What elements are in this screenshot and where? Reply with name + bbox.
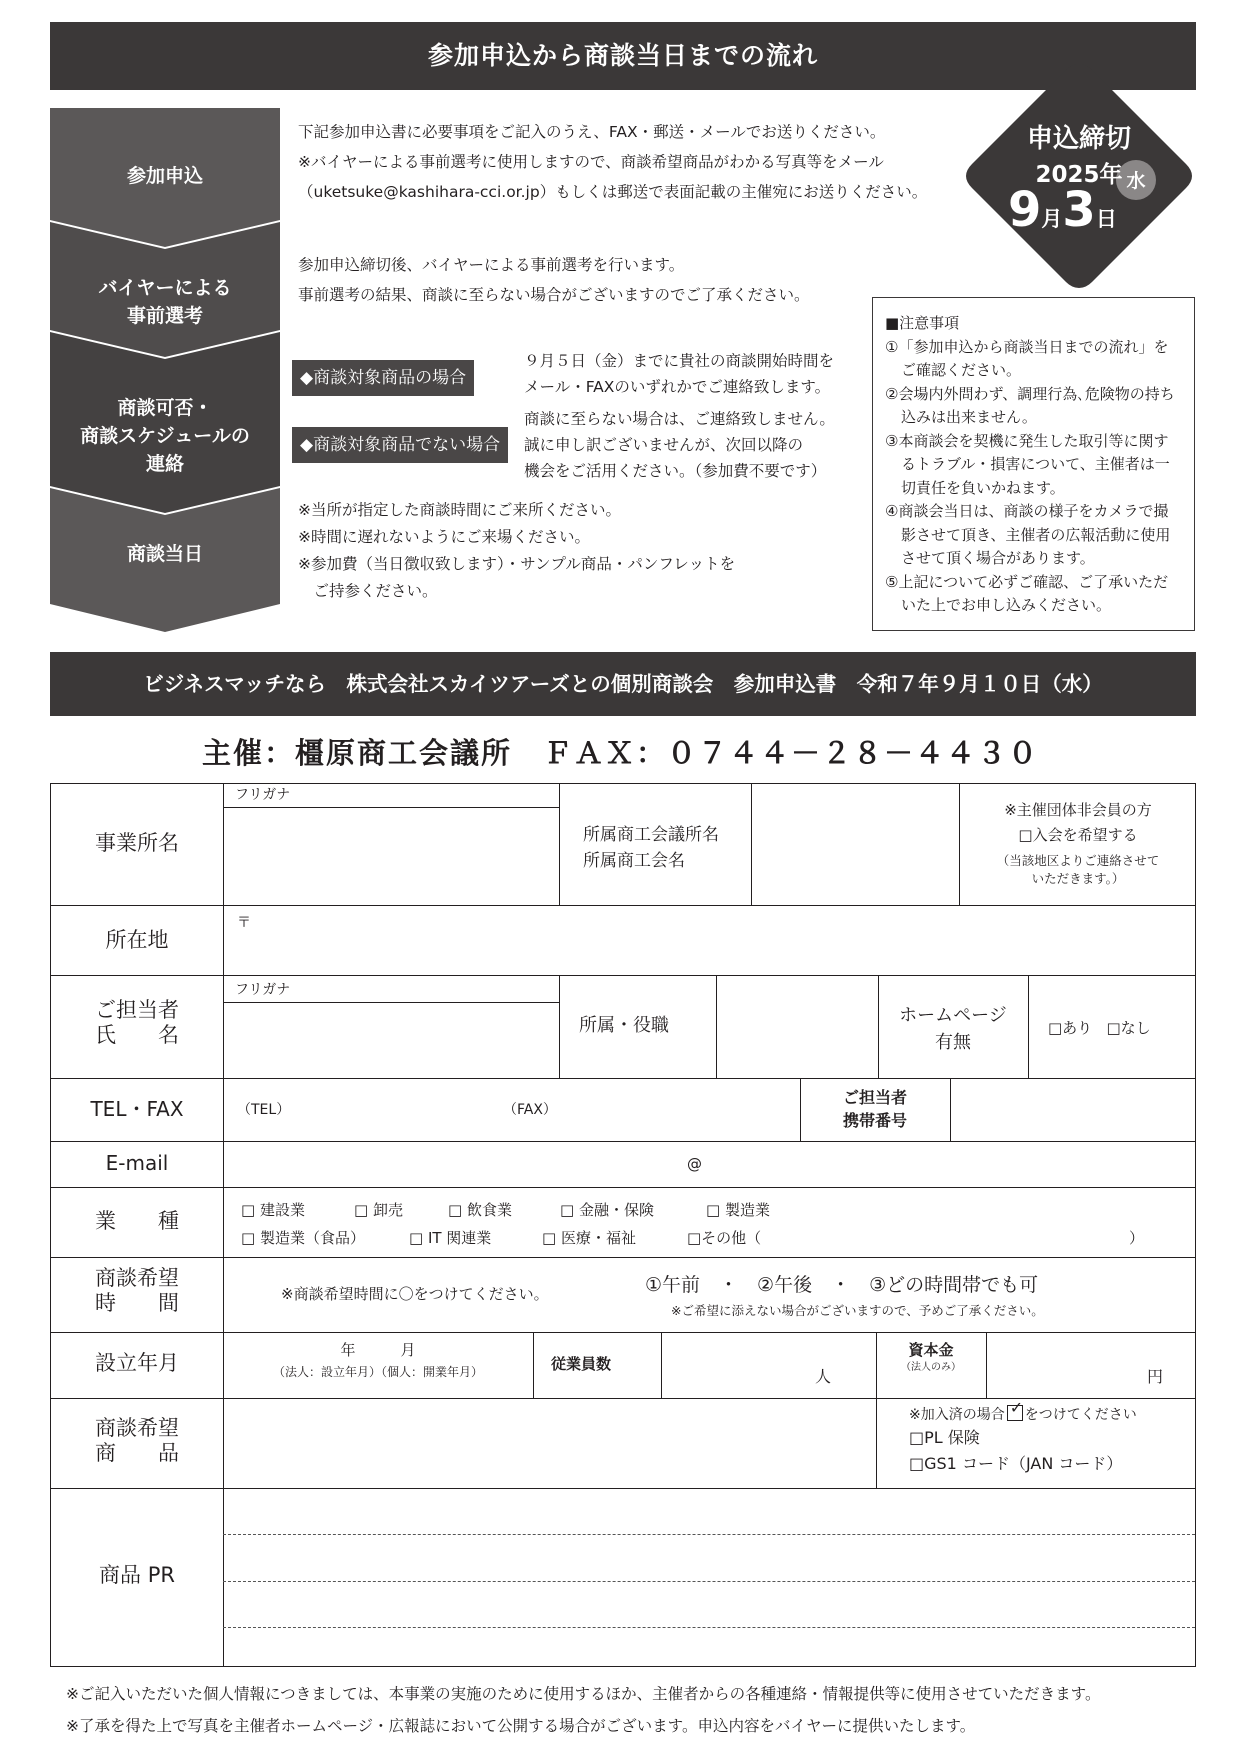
footnote-photo: ※了承を得た上で写真を主催者ホームページ・広報誌において公開する場合がございます。申込内容をバイヤーに提供いたします。	[66, 1717, 976, 1735]
note-item: ②会場内外問わず、調理行為､危険物の持ち込みは出来ません。	[885, 384, 1175, 426]
case-not-target-text: 商談に至らない場合は、ご連絡致しません。 誠に申し訳ございませんが、次回以降の 機会をご活用ください。（参加費不要です）	[524, 410, 835, 480]
product-pr-input[interactable]	[224, 1489, 1196, 1666]
employees-input[interactable]	[662, 1333, 810, 1397]
case-not-target-tag: ◆商談対象商品でない場合	[292, 427, 508, 463]
industry-other-close: ）	[1129, 1229, 1145, 1247]
flow-steps	[50, 108, 280, 632]
founded-label: 設立年月	[95, 1351, 179, 1375]
product-input[interactable]	[224, 1399, 875, 1487]
business-name-label: 事業所名	[95, 831, 179, 855]
insurance-note: ※加入済の場合 ✓ をつけてください	[909, 1398, 1137, 1423]
deadline-badge	[960, 56, 1198, 296]
pl-insurance-checkbox[interactable]: □PL 保険	[909, 1428, 980, 1447]
deadline-label: 申込締切	[1026, 124, 1131, 154]
organizer-fax: 主催：橿原商工会議所 ＦＡＸ：０７４４－２８－４４３０	[201, 736, 1039, 770]
notes-box	[872, 297, 1195, 631]
founded-input[interactable]: 年 月 （法人：設立年月）（個人：開業年月）	[272, 1341, 483, 1379]
furigana-label: フリガナ	[235, 982, 291, 998]
industry-option[interactable]: □ 建設業	[241, 1201, 305, 1219]
affiliated-chamber-input[interactable]	[752, 785, 958, 904]
email-at: @	[687, 1155, 702, 1173]
step-1-text: 下記参加申込書に必要事項をご記入のうえ、FAX・郵送・メールでお送りください。 ※バイヤーによる事前選考に使用しますので、商談希望商品がわかる写真等をメール （uketsuke@kashihara-cci.or.jp）もしくは郵送で表面記載の主催宛にお送りください。	[298, 123, 928, 201]
case-target-text: ９月５日（金）までに貴社の商談開始時間を メール・FAXのいずれかでご連絡致します。	[524, 352, 835, 396]
time-note: ※商談希望時間に〇をつけてください。	[281, 1285, 549, 1303]
address-input[interactable]	[224, 906, 1196, 974]
deadline-weekday: 水	[1126, 170, 1146, 192]
homepage-yes-checkbox[interactable]: □あり	[1048, 1019, 1093, 1037]
checkmark-icon: ✓	[1007, 1405, 1023, 1421]
telfax-label: TEL・FAX	[90, 1097, 184, 1121]
step-4-label: 商談当日	[126, 543, 203, 565]
deadline-date: 9月3日	[1008, 182, 1117, 238]
yen-unit: 円	[1147, 1367, 1164, 1386]
fax-label: （FAX）	[503, 1102, 557, 1118]
product-pr-label: 商品 PR	[99, 1563, 175, 1587]
industry-option[interactable]: □ 卸売	[354, 1201, 403, 1219]
product-label: 商談希望 商 品	[95, 1416, 179, 1465]
tel-input[interactable]	[291, 1080, 491, 1140]
furigana-label: フリガナ	[235, 787, 291, 803]
industry-option[interactable]: □ 製造業（食品）	[241, 1229, 365, 1247]
step-2-label: バイヤーによる 事前選考	[98, 277, 232, 327]
industry-option[interactable]: □ 医療・福祉	[542, 1229, 636, 1247]
step-4-text: ※当所が指定した商談時間にご来所ください。 ※時間に遅れないようにご来場ください。 ※参加費（当日徴収致します）・サンプル商品・パンフレットを ご持参ください。	[298, 501, 736, 600]
affiliated-chamber-label: 所属商工会議所名 所属商工会名	[583, 825, 719, 871]
capital-input[interactable]	[987, 1333, 1142, 1397]
homepage-options	[1048, 1017, 1151, 1039]
industry-option[interactable]: □ 金融・保険	[560, 1201, 654, 1219]
note-item: ④商談会当日は、商談の様子をカメラで撮影させて頂き、主催者の広報活動に使用させて頂く場合があります。	[885, 502, 1171, 567]
step-1-label: 参加申込	[126, 165, 203, 187]
people-unit: 人	[815, 1367, 832, 1386]
email-input[interactable]	[224, 1142, 1196, 1186]
footnote-privacy: ※ご記入いただいた個人情報につきましては、本事業の実施のために使用するほか、主催者からの各種連絡・情報提供等に使用させていただきます。	[66, 1685, 1101, 1703]
time-subnote: ※ご希望に添えない場合がございますので、予めご了承ください。	[671, 1303, 1044, 1318]
mobile-input[interactable]	[951, 1079, 1196, 1140]
contact-name-label: ご担当者 氏 名	[95, 998, 179, 1047]
step-2-text: 参加申込締切後、バイヤーによる事前選考を行います。 事前選考の結果、商談に至らない場合がございますのでご了承ください。	[298, 256, 810, 304]
join-checkbox[interactable]: □入会を希望する	[1018, 826, 1138, 844]
homepage-no-checkbox[interactable]: □なし	[1106, 1019, 1151, 1037]
step-3-label: 商談可否・ 商談スケジュールの 連絡	[80, 397, 250, 475]
business-name-input[interactable]	[224, 808, 558, 904]
homepage-label: ホームページ 有無	[899, 1005, 1007, 1053]
contact-name-input[interactable]	[224, 1003, 558, 1077]
deadline-year: 2025年	[1035, 162, 1123, 188]
note-item: ③本商談会を契機に発生した取引等に関するトラブル・損害について、主催者は一切責任を負いかねます。	[885, 431, 1170, 497]
industry-label: 業 種	[95, 1209, 179, 1233]
position-input[interactable]	[717, 976, 877, 1077]
industry-option[interactable]: □ IT 関連業	[409, 1229, 492, 1247]
employees-label: 従業員数	[551, 1355, 612, 1373]
flow-header: 参加申込から商談当日までの流れ	[50, 22, 1196, 90]
tel-label: （TEL）	[237, 1102, 291, 1118]
address-label: 所在地	[105, 928, 169, 952]
case-target-tag: ◆商談対象商品の場合	[292, 360, 474, 396]
fax-input[interactable]	[551, 1080, 799, 1140]
email-label: E-mail	[105, 1151, 169, 1175]
application-form	[50, 783, 1196, 1667]
industry-option-other[interactable]: □その他（	[687, 1229, 762, 1247]
time-label: 商談希望 時 間	[95, 1266, 179, 1315]
note-item: ①「参加申込から商談当日までの流れ」をご確認ください。	[885, 337, 1169, 379]
industry-option[interactable]: □ 飲食業	[448, 1201, 512, 1219]
mobile-label: ご担当者 携帯番号	[842, 1088, 907, 1130]
capital-label: 資本金 （法人のみ）	[901, 1341, 961, 1373]
non-member-note: ※主催団体非会員の方 □入会を希望する （当該地区よりご連絡させて いただきます。）	[959, 798, 1197, 888]
position-label: 所属・役職	[579, 1015, 669, 1036]
postal-mark: 〒	[237, 915, 251, 931]
form-header: ビジネスマッチなら 株式会社スカイツアーズとの個別商談会 参加申込書 令和７年９月１０日（水）	[50, 652, 1196, 716]
time-options[interactable]: ①午前 ・ ②午後 ・ ③どの時間帯でも可	[645, 1274, 1039, 1296]
note-item: ⑤上記について必ずご確認、ご了承いただいた上でお申し込みください。	[885, 572, 1169, 614]
gs1-code-checkbox[interactable]: □GS1 コード（JAN コード）	[909, 1454, 1123, 1473]
notes-title: ■注意事項	[885, 314, 960, 332]
industry-option[interactable]: □ 製造業	[706, 1201, 770, 1219]
